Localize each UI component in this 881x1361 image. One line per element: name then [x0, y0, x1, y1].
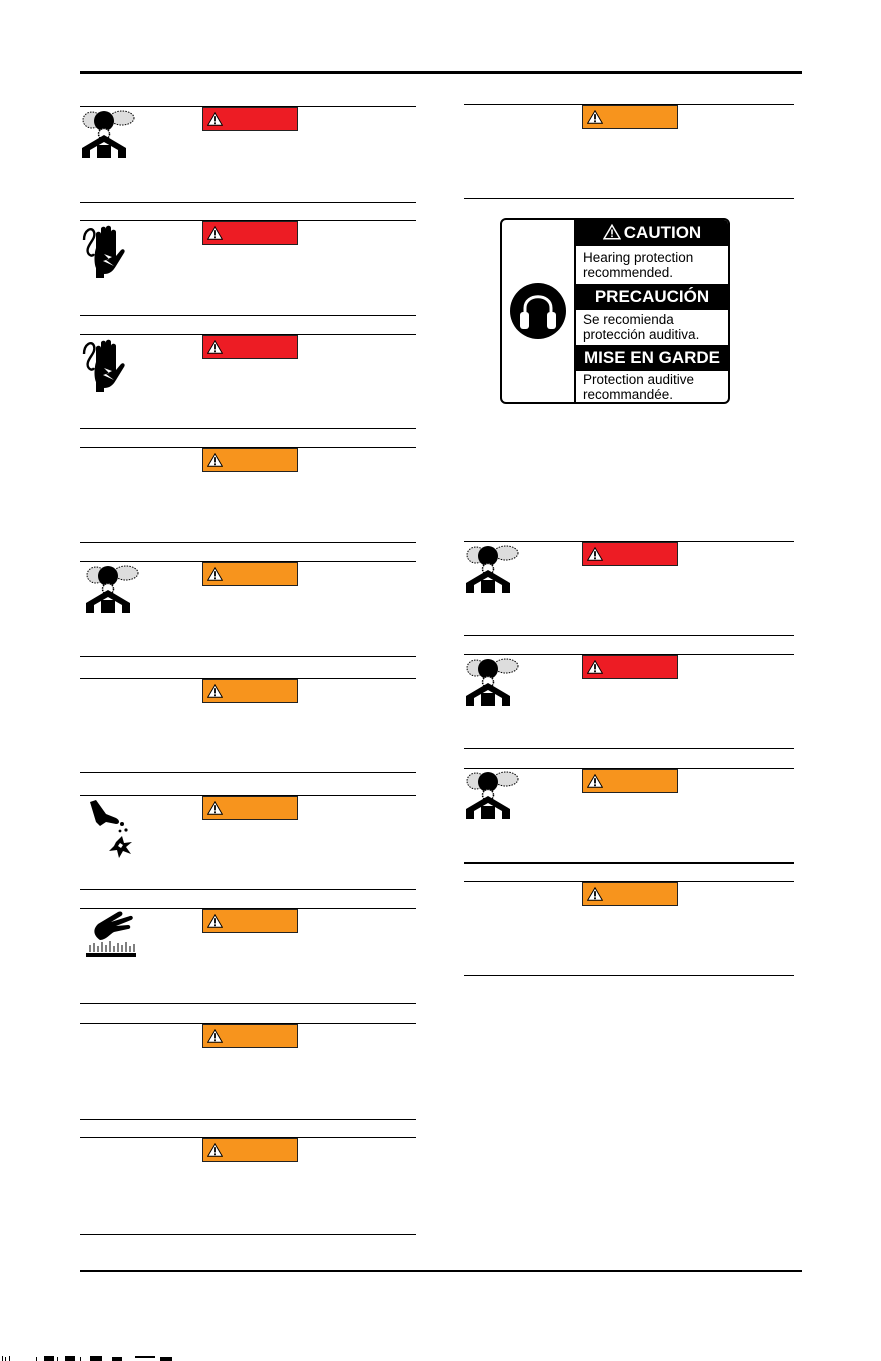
inhalation-hazard-icon: [466, 771, 520, 819]
electric-shock-icon: [82, 338, 128, 392]
divider: [464, 635, 794, 636]
mise-en-garde-header: MISE EN GARDE: [576, 345, 728, 371]
warning-triangle-icon: [207, 801, 223, 815]
divider: [80, 202, 416, 203]
divider: [464, 862, 794, 864]
divider: [80, 1119, 416, 1120]
divider: [80, 772, 416, 773]
warning-triangle-icon: [587, 110, 603, 124]
divider: [464, 975, 794, 976]
warning-triangle-icon: [207, 226, 223, 240]
divider: [464, 748, 794, 749]
warning-badge: [202, 796, 298, 820]
danger-badge: [202, 221, 298, 245]
inhalation-hazard-icon: [86, 565, 140, 613]
flying-debris-icon: [86, 800, 136, 858]
hot-surface-icon: [84, 910, 138, 958]
warning-badge: [582, 769, 678, 793]
divider: [80, 542, 416, 543]
inhalation-hazard-icon: [82, 110, 136, 158]
mise-en-garde-text-line: Protection auditive: [583, 372, 695, 387]
divider: [80, 1003, 416, 1004]
warning-triangle-icon: [207, 914, 223, 928]
caution-header: [576, 220, 728, 246]
divider: [80, 889, 416, 890]
precaucion-text-line: protección auditiva.: [583, 327, 700, 342]
warning-triangle-icon: [207, 1143, 223, 1157]
electric-shock-icon: [82, 224, 128, 278]
hearing-protection-icon: [508, 281, 568, 341]
divider: [80, 1234, 416, 1235]
warning-badge: [582, 105, 678, 129]
hearing-protection-label: [500, 218, 730, 404]
precaucion-text-line: Se recomienda: [583, 312, 674, 327]
danger-badge: [202, 335, 298, 359]
warning-badge: [202, 909, 298, 933]
warning-badge: [202, 1138, 298, 1162]
caution-header-text: CAUTION: [623, 223, 702, 242]
precaucion-header: PRECAUCIÓN: [576, 284, 728, 310]
caution-text-line: recommended.: [583, 265, 674, 280]
warning-triangle-icon: [207, 1029, 223, 1043]
crop-marks: [0, 1354, 200, 1361]
label-icon-panel: [502, 220, 576, 402]
header-rule: [80, 71, 802, 74]
danger-badge: [582, 655, 678, 679]
caution-triangle-icon: [603, 224, 621, 240]
divider: [80, 656, 416, 657]
inhalation-hazard-icon: [466, 545, 520, 593]
divider: [80, 315, 416, 316]
warning-badge: [202, 1024, 298, 1048]
warning-triangle-icon: [207, 340, 223, 354]
danger-badge: [202, 107, 298, 131]
mise-en-garde-text-line: recommandée.: [583, 387, 674, 402]
danger-badge: [582, 542, 678, 566]
warning-triangle-icon: [207, 112, 223, 126]
footer-rule: [80, 1270, 802, 1272]
warning-badge: [202, 448, 298, 472]
warning-triangle-icon: [207, 453, 223, 467]
warning-badge: [202, 679, 298, 703]
warning-triangle-icon: [587, 660, 603, 674]
warning-triangle-icon: [587, 774, 603, 788]
warning-triangle-icon: [207, 684, 223, 698]
warning-triangle-icon: [587, 547, 603, 561]
warning-triangle-icon: [207, 567, 223, 581]
inhalation-hazard-icon: [466, 658, 520, 706]
warning-badge: [582, 882, 678, 906]
divider: [464, 198, 794, 199]
warning-triangle-icon: [587, 887, 603, 901]
divider: [80, 428, 416, 429]
warning-badge: [202, 562, 298, 586]
caution-text-line: Hearing protection: [583, 250, 694, 265]
